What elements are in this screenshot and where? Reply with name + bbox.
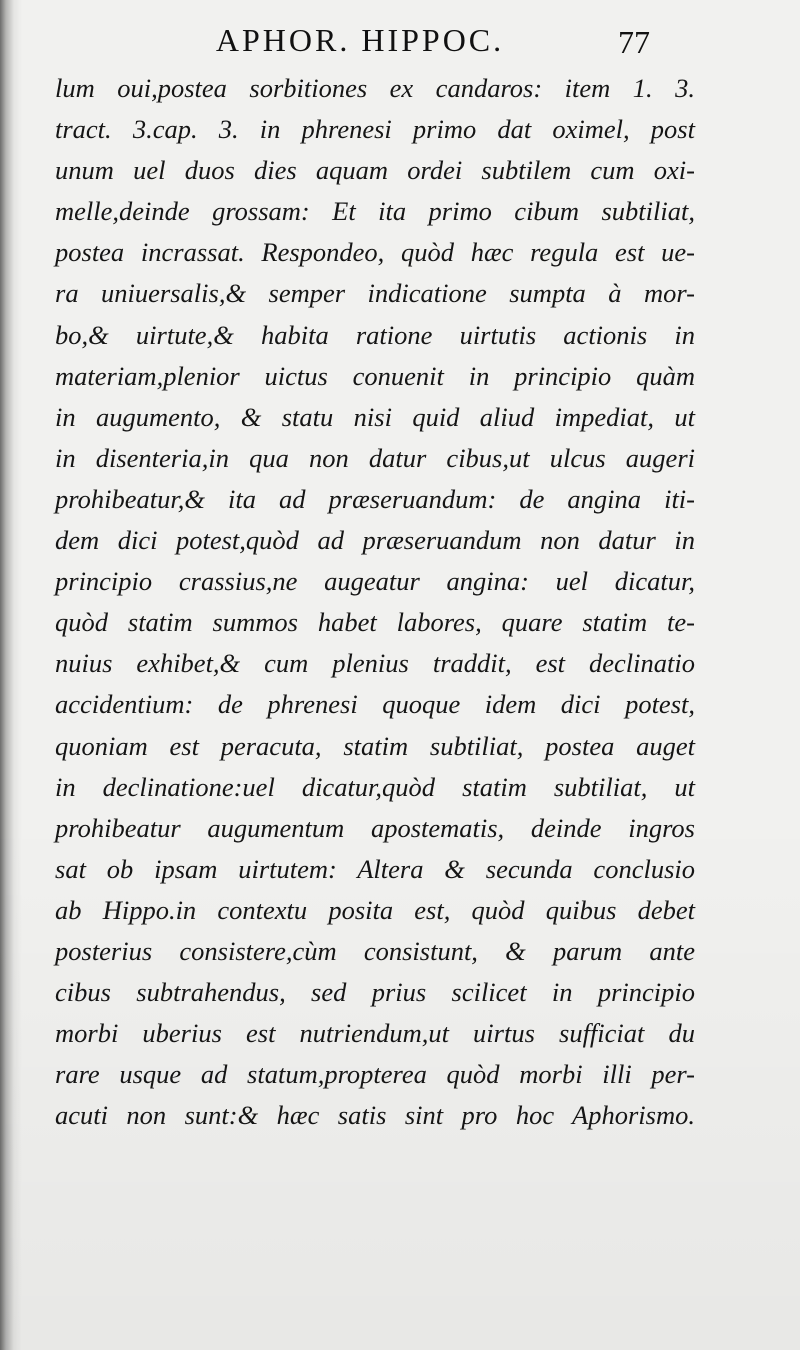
text-line: quoniam est peracuta, statim subtiliat, postea auget — [55, 730, 695, 761]
text-line: rare usque ad statum,propterea quòd morbi illi per- — [55, 1059, 695, 1090]
text-line: morbi uberius est nutriendum,ut uirtus sufficiat du — [55, 1018, 695, 1049]
text-line: bo,& uirtute,& habita ratione uirtutis actionis in — [55, 319, 695, 350]
text-line: melle,deinde grossam: Et ita primo cibum subtiliat, — [55, 196, 695, 227]
text-line: accidentium: de phrenesi quoque idem dici potest, — [55, 689, 695, 720]
text-line: ra uniuersalis,& semper indicatione sumpta à mor- — [55, 278, 695, 309]
text-line: cibus subtrahendus, sed prius scilicet in principio — [55, 977, 695, 1008]
text-line: posterius consistere,cùm consistunt, & parum ante — [55, 935, 695, 966]
text-line: unum uel duos dies aquam ordei subtilem cum oxi- — [55, 155, 695, 186]
text-line: prohibeatur,& ita ad præseruandum: de angina iti- — [55, 483, 695, 514]
text-line: in disenteria,in qua non datur cibus,ut ulcus augeri — [55, 442, 695, 473]
text-line: postea incrassat. Respondeo, quòd hæc regula est ue- — [55, 237, 695, 268]
text-line: tract. 3.cap. 3. in phrenesi primo dat oximel, post — [55, 114, 695, 145]
text-line: principio crassius,ne augeatur angina: uel dicatur, — [55, 566, 695, 597]
text-line: nuius exhibet,& cum plenius traddit, est declinatio — [55, 648, 695, 679]
text-line: prohibeatur augumentum apostematis, deinde ingros — [55, 812, 695, 843]
running-title: APHOR. HIPPOC. — [215, 22, 505, 58]
text-line: sat ob ipsam uirtutem: Altera & secunda conclusio — [55, 853, 695, 884]
text-line: materiam,plenior uictus conuenit in principio quàm — [55, 360, 695, 391]
text-block — [55, 68, 695, 1136]
text-line: dem dici potest,quòd ad præseruandum non datur in — [55, 525, 695, 556]
text-line: in augumento, & statu nisi quid aliud impediat, ut — [55, 401, 695, 432]
text-line: quòd statim summos habet labores, quare statim te- — [55, 607, 695, 638]
text-line: acuti non sunt:& hæc satis sint pro hoc Aphorismo. — [55, 1100, 695, 1131]
text-line: in declinatione:uel dicatur,quòd statim subtiliat, ut — [55, 771, 695, 802]
text-line: lum oui,postea sorbitiones ex candaros: item 1. 3. — [55, 73, 695, 103]
page-number: 77 — [618, 24, 650, 60]
text-line: ab Hippo.in contextu posita est, quòd quibus debet — [55, 894, 695, 925]
